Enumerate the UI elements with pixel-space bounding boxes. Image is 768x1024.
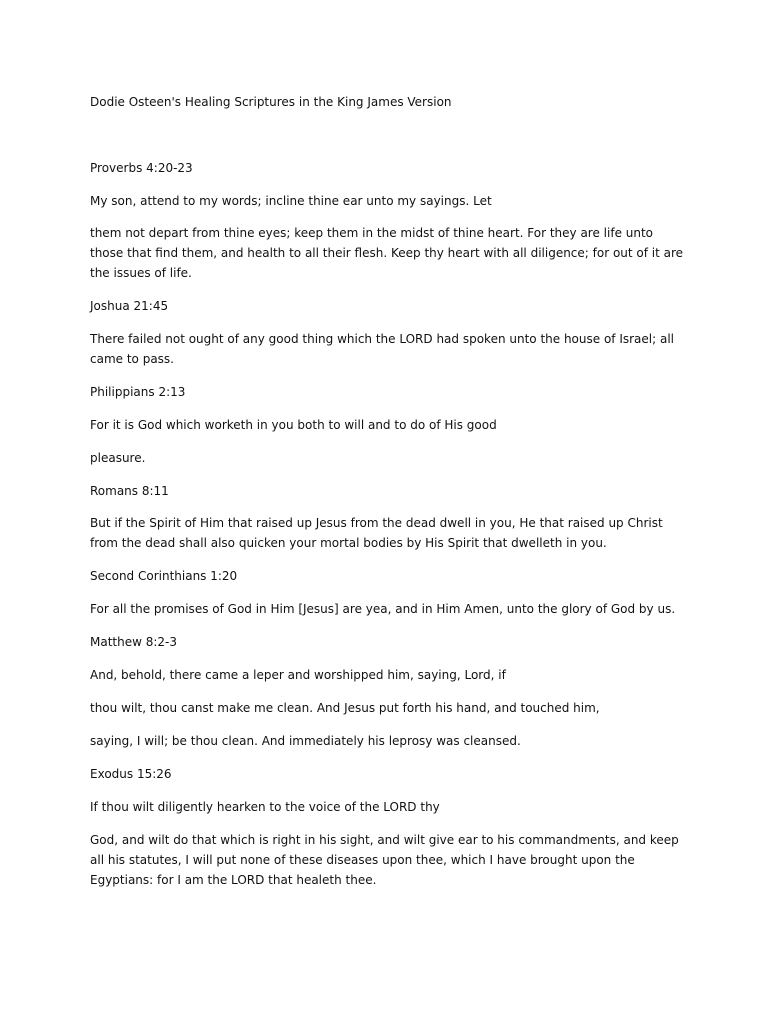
scripture-text: And, behold, there came a leper and worshipped him, saying, Lord, if	[90, 668, 506, 682]
scripture-text: pleasure.	[90, 451, 146, 465]
scripture-reference: Second Corinthians 1:20	[90, 569, 238, 583]
scripture-text: My son, attend to my words; incline thine ear unto my sayings. Let	[90, 194, 492, 208]
scripture-text: God, and wilt do that which is right in his sight, and wilt give ear to his commandments, and keep all his statutes, I will put none of these diseases upon thee, which I have brought upon the Egyptians: for I am the LORD that healeth thee.	[90, 833, 679, 887]
scripture-reference: Exodus 15:26	[90, 767, 172, 781]
scripture-reference: Joshua 21:45	[90, 299, 169, 313]
scripture-text: There failed not ought of any good thing which the LORD had spoken unto the house of Israel; all came to pass.	[90, 332, 675, 366]
scripture-reference: Romans 8:11	[90, 484, 169, 498]
scripture-text: saying, I will; be thou clean. And immediately his leprosy was cleansed.	[90, 734, 521, 748]
scripture-reference: Matthew 8:2-3	[90, 635, 178, 649]
scripture-text: For it is God which worketh in you both to will and to do of His good	[90, 418, 497, 432]
document-title: Dodie Osteen's Healing Scriptures in the King James Version	[90, 95, 452, 109]
scripture-text: But if the Spirit of Him that raised up Jesus from the dead dwell in you, He that raised up Christ from the dead shall also quicken your mortal bodies by His Spirit that dwelleth in you.	[90, 516, 663, 550]
scripture-text: them not depart from thine eyes; keep them in the midst of thine heart. For they are life unto those that find them, and health to all their flesh. Keep thy heart with all diligence; for out of it are the issues of life.	[90, 226, 684, 280]
scripture-text: thou wilt, thou canst make me clean. And Jesus put forth his hand, and touched him,	[90, 701, 600, 715]
scripture-text: If thou wilt diligently hearken to the voice of the LORD thy	[90, 800, 440, 814]
scripture-text: For all the promises of God in Him [Jesus] are yea, and in Him Amen, unto the glory of God by us.	[90, 602, 676, 616]
scripture-reference: Proverbs 4:20-23	[90, 161, 193, 175]
scripture-reference: Philippians 2:13	[90, 385, 186, 399]
